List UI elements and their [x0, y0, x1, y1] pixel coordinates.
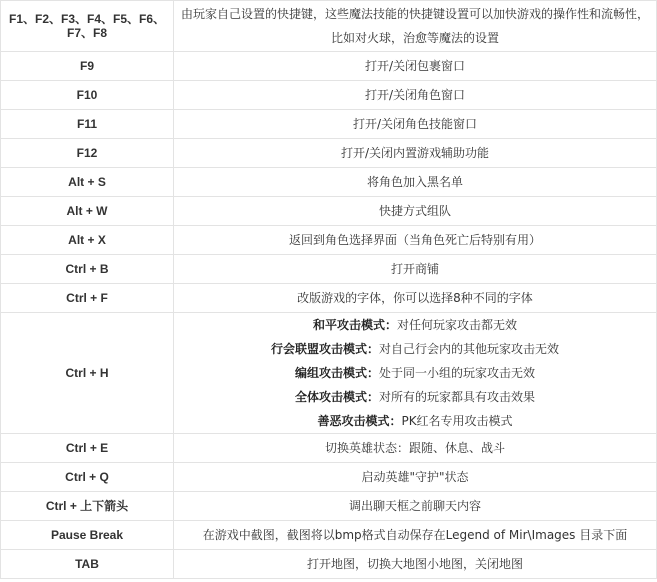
description-cell: 将角色加入黑名单	[174, 168, 657, 197]
description-cell: 打开/关闭内置游戏辅助功能	[174, 139, 657, 168]
attack-mode-name: 全体攻击模式：	[294, 390, 379, 404]
table-row	[1, 521, 657, 550]
attack-mode-text: 对自己行会内的其他玩家攻击无效	[379, 342, 560, 356]
hotkey-cell: F11	[1, 110, 174, 139]
table-row	[1, 463, 657, 492]
attack-mode-name: 和平攻击模式：	[312, 318, 397, 332]
hotkey-cell: F9	[1, 52, 174, 81]
table-row	[1, 434, 657, 463]
attack-modes-cell	[174, 313, 657, 434]
attack-mode-line	[178, 409, 652, 433]
table-row	[1, 81, 657, 110]
hotkey-cell: Ctrl + Q	[1, 463, 174, 492]
description-cell: 在游戏中截图，截图将以bmp格式自动保存在Legend of Mir\Images 目录下面	[174, 521, 657, 550]
description-cell: 打开商铺	[174, 255, 657, 284]
hotkey-cell: Ctrl + H	[1, 313, 174, 434]
attack-mode-text: 处于同一小组的玩家攻击无效	[379, 366, 536, 380]
table-row	[1, 139, 657, 168]
attack-mode-name: 善恶攻击模式：	[317, 414, 402, 428]
hotkey-cell: F12	[1, 139, 174, 168]
attack-mode-line	[178, 385, 652, 409]
description-cell: 快捷方式组队	[174, 197, 657, 226]
description-cell: 切换英雄状态：跟随、休息、战斗	[174, 434, 657, 463]
hotkey-cell: Ctrl + F	[1, 284, 174, 313]
table-row	[1, 255, 657, 284]
hotkey-cell: Ctrl + B	[1, 255, 174, 284]
hotkey-cell: Alt + S	[1, 168, 174, 197]
description-cell: 调出聊天框之前聊天内容	[174, 492, 657, 521]
description-cell: 返回到角色选择界面（当角色死亡后特别有用）	[174, 226, 657, 255]
table-row	[1, 52, 657, 81]
hotkey-cell: Alt + X	[1, 226, 174, 255]
attack-mode-text: PK红名专用攻击模式	[401, 414, 513, 428]
attack-mode-name: 编组攻击模式：	[294, 366, 379, 380]
description-cell: 打开地图，切换大地图小地图，关闭地图	[174, 550, 657, 579]
table-row	[1, 168, 657, 197]
hotkey-cell: F10	[1, 81, 174, 110]
table-row	[1, 284, 657, 313]
table-row	[1, 110, 657, 139]
hotkey-cell: TAB	[1, 550, 174, 579]
description-cell: 由玩家自己设置的快捷键，这些魔法技能的快捷键设置可以加快游戏的操作性和流畅性，比如对火球，治愈等魔法的设置	[174, 1, 657, 52]
description-cell: 改版游戏的字体，你可以选择8种不同的字体	[174, 284, 657, 313]
attack-mode-name: 行会联盟攻击模式：	[270, 342, 379, 356]
hotkey-cell: Ctrl + 上下箭头	[1, 492, 174, 521]
description-cell: 启动英雄"守护"状态	[174, 463, 657, 492]
hotkey-cell: Ctrl + E	[1, 434, 174, 463]
hotkey-cell: F1、F2、F3、F4、F5、F6、F7、F8	[1, 1, 174, 52]
attack-mode-text: 对任何玩家攻击都无效	[397, 318, 518, 332]
attack-mode-line	[178, 361, 652, 385]
table-row	[1, 313, 657, 434]
table-row	[1, 550, 657, 579]
hotkey-cell: Alt + W	[1, 197, 174, 226]
attack-mode-text: 对所有的玩家都具有攻击效果	[379, 390, 536, 404]
table-row	[1, 1, 657, 52]
table-row	[1, 226, 657, 255]
description-cell: 打开/关闭角色窗口	[174, 81, 657, 110]
attack-mode-line	[178, 337, 652, 361]
hotkey-cell: Pause Break	[1, 521, 174, 550]
attack-mode-line	[178, 313, 652, 337]
table-row	[1, 492, 657, 521]
description-cell: 打开/关闭包裹窗口	[174, 52, 657, 81]
description-cell: 打开/关闭角色技能窗口	[174, 110, 657, 139]
table-row	[1, 197, 657, 226]
